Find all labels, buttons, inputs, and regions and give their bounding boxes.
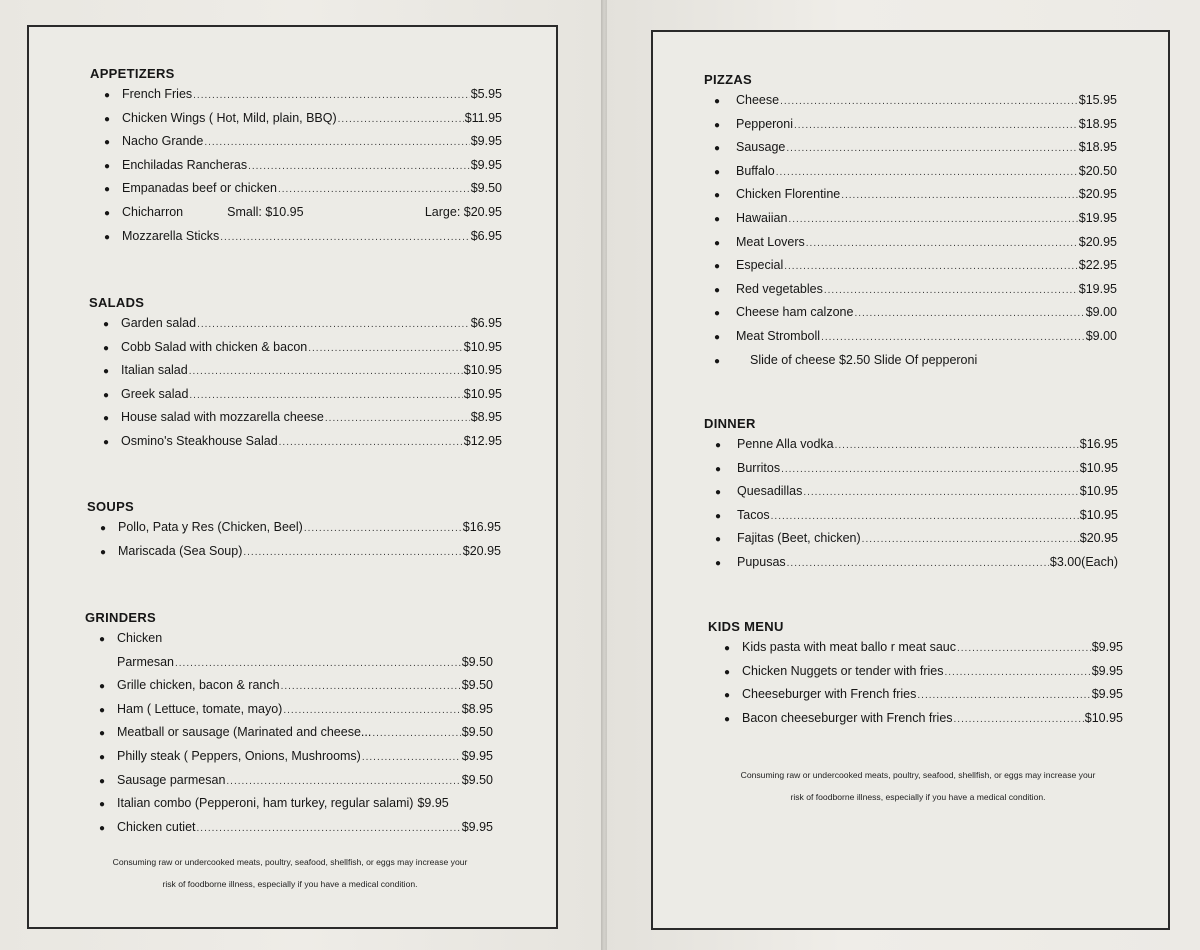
item-name: Tacos bbox=[737, 507, 770, 522]
bullet-icon: ● bbox=[104, 207, 111, 219]
menu-item bbox=[104, 87, 502, 111]
bullet-icon: ● bbox=[715, 487, 722, 499]
bullet-icon: ● bbox=[99, 799, 106, 811]
item-name: Fajitas (Beet, chicken) bbox=[737, 531, 861, 546]
bullet-icon: ● bbox=[104, 137, 111, 149]
menu-item bbox=[714, 117, 1117, 141]
bullet-icon: ● bbox=[99, 704, 106, 716]
item-price: $9.95 bbox=[470, 134, 502, 149]
menu-item bbox=[715, 437, 1118, 461]
menu-item-continued bbox=[99, 655, 493, 679]
bullet-icon: ● bbox=[99, 634, 106, 645]
notice-line-1: Consuming raw or undercooked meats, poultry, seafood, shellfish, or eggs may increase your bbox=[112, 857, 468, 867]
bullet-icon: ● bbox=[99, 822, 106, 834]
item-name: Pepperoni bbox=[736, 116, 793, 131]
bullet-icon: ● bbox=[714, 96, 721, 107]
dinner-section bbox=[704, 416, 1118, 579]
item-name: Sausage parmesan bbox=[117, 772, 226, 787]
menu-item bbox=[99, 725, 493, 749]
item-name: Red vegetables bbox=[736, 281, 823, 296]
item-price: $12.95 bbox=[463, 433, 502, 448]
item-price: $9.00 bbox=[1085, 328, 1117, 343]
menu-item bbox=[715, 531, 1118, 555]
bullet-icon: ● bbox=[715, 557, 722, 569]
section-title: APPETIZERS bbox=[90, 66, 175, 81]
bullet-icon: ● bbox=[714, 237, 721, 249]
bullet-icon: ● bbox=[103, 413, 110, 425]
item-price: $22.95 bbox=[1078, 258, 1117, 273]
bullet-icon: ● bbox=[724, 690, 731, 702]
menu-item bbox=[104, 205, 502, 229]
bullet-icon: ● bbox=[103, 342, 110, 354]
menu-item bbox=[104, 181, 502, 205]
bullet-icon: ● bbox=[724, 713, 731, 725]
menu-item bbox=[103, 316, 502, 340]
bullet-icon: ● bbox=[714, 213, 721, 225]
item-price: $9.50 bbox=[461, 772, 493, 787]
menu-item-slices bbox=[714, 353, 1117, 377]
bullet-icon: ● bbox=[714, 143, 721, 155]
menu-item bbox=[715, 461, 1118, 485]
section-title: KIDS MENU bbox=[708, 619, 784, 634]
bullet-icon: ● bbox=[724, 666, 731, 678]
menu-item bbox=[724, 687, 1123, 711]
menu-item bbox=[714, 235, 1117, 259]
item-name: Pupusas bbox=[737, 554, 786, 569]
bullet-icon: ● bbox=[715, 510, 722, 522]
item-price: $20.50 bbox=[1078, 163, 1117, 178]
item-price: $9.50 bbox=[461, 654, 493, 669]
bullet-icon: ● bbox=[724, 643, 731, 654]
item-name: Penne Alla vodka bbox=[737, 437, 834, 451]
section-title: SOUPS bbox=[87, 499, 135, 514]
item-name: Empanadas beef or chicken bbox=[122, 181, 277, 196]
section-title: SALADS bbox=[89, 295, 145, 310]
menu-item bbox=[104, 229, 502, 253]
item-price: $11.95 bbox=[464, 110, 502, 125]
item-name: Cheeseburger with French fries bbox=[742, 687, 917, 702]
bullet-icon: ● bbox=[100, 546, 107, 558]
menu-item bbox=[100, 544, 501, 568]
menu-item bbox=[99, 631, 493, 655]
item-price: $20.95 bbox=[1078, 187, 1117, 202]
item-price: $15.95 bbox=[1078, 93, 1117, 107]
item-name: Slide of cheese $2.50 Slide Of pepperoni bbox=[750, 352, 978, 367]
item-price: $16.95 bbox=[462, 520, 501, 534]
notice-line-1: Consuming raw or undercooked meats, poultry, seafood, shellfish, or eggs may increase your bbox=[740, 770, 1096, 780]
item-price: $9.50 bbox=[461, 678, 493, 693]
item-name: House salad with mozzarella cheese bbox=[121, 410, 324, 425]
item-name: Parmesan bbox=[117, 654, 174, 669]
menu-item bbox=[104, 158, 502, 182]
item-price: $10.95 bbox=[463, 339, 502, 354]
item-name: Enchiladas Rancheras bbox=[122, 157, 248, 172]
item-name: Buffalo bbox=[736, 163, 775, 178]
item-name: Nacho Grande bbox=[122, 134, 204, 149]
bullet-icon: ● bbox=[103, 366, 110, 378]
item-price: $9.95 bbox=[417, 796, 449, 811]
menu-item bbox=[103, 410, 502, 434]
bullet-icon: ● bbox=[714, 355, 721, 367]
menu-item bbox=[100, 520, 501, 544]
item-price: $18.95 bbox=[1078, 116, 1117, 131]
bullet-icon: ● bbox=[103, 389, 110, 401]
item-name: Greek salad bbox=[121, 386, 189, 401]
bullet-icon: ● bbox=[99, 751, 106, 763]
item-price-large: Large: $20.95 bbox=[424, 204, 502, 219]
item-price: $18.95 bbox=[1078, 140, 1117, 155]
grinders-section bbox=[85, 610, 493, 843]
item-price: $8.95 bbox=[470, 410, 502, 425]
bullet-icon: ● bbox=[714, 119, 721, 131]
item-price: $5.95 bbox=[470, 87, 502, 101]
item-name: Especial bbox=[736, 258, 784, 273]
food-safety-notice bbox=[70, 851, 510, 895]
menu-item bbox=[714, 305, 1117, 329]
item-name: Osmino's Steakhouse Salad bbox=[121, 433, 278, 448]
menu-item bbox=[99, 678, 493, 702]
item-price: $6.95 bbox=[470, 316, 502, 330]
item-price: $8.95 bbox=[461, 701, 493, 716]
bullet-icon: ● bbox=[714, 308, 721, 320]
bullet-icon: ● bbox=[104, 90, 111, 101]
item-name: Chicken bbox=[117, 631, 163, 645]
item-price: $10.95 bbox=[1079, 484, 1118, 499]
bullet-icon: ● bbox=[714, 284, 721, 296]
item-name: Chicken cutiet bbox=[117, 819, 196, 834]
section-title: PIZZAS bbox=[704, 72, 753, 87]
bullet-icon: ● bbox=[104, 231, 111, 243]
item-name: Cobb Salad with chicken & bacon bbox=[121, 339, 308, 354]
bullet-icon: ● bbox=[714, 261, 721, 273]
item-price: $9.95 bbox=[1091, 687, 1123, 702]
bullet-icon: ● bbox=[104, 113, 111, 125]
item-name: Burritos bbox=[737, 460, 781, 475]
menu-item bbox=[715, 555, 1118, 579]
item-price: $9.00 bbox=[1085, 305, 1117, 320]
item-price: $3.00(Each) bbox=[1049, 554, 1118, 569]
item-name: Chicken Nuggets or tender with fries bbox=[742, 663, 944, 678]
menu-item bbox=[99, 749, 493, 773]
bullet-icon: ● bbox=[714, 331, 721, 343]
item-name: Cheese ham calzone bbox=[736, 305, 854, 320]
item-name: Garden salad bbox=[121, 316, 197, 330]
item-price: $10.95 bbox=[1079, 507, 1118, 522]
appetizers-section bbox=[90, 66, 502, 252]
item-price: $10.95 bbox=[1079, 460, 1118, 475]
item-name: Bacon cheeseburger with French fries bbox=[742, 710, 953, 725]
item-price: $9.50 bbox=[461, 725, 493, 740]
item-name: Philly steak ( Peppers, Onions, Mushrooms) bbox=[117, 748, 361, 763]
kids-menu-section bbox=[708, 619, 1123, 734]
menu-item bbox=[724, 664, 1123, 688]
menu-item bbox=[714, 93, 1117, 117]
menu-item bbox=[724, 711, 1123, 735]
menu-item bbox=[104, 134, 502, 158]
item-name: Italian salad bbox=[121, 363, 188, 378]
item-name: Mozzarella Sticks bbox=[122, 228, 220, 243]
item-name: Chicken Wings ( Hot, Mild, plain, BBQ) bbox=[122, 110, 337, 125]
menu-item bbox=[714, 329, 1117, 353]
menu-item bbox=[99, 796, 493, 820]
item-price: $6.95 bbox=[470, 228, 502, 243]
page-fold bbox=[601, 0, 607, 950]
pizzas-section bbox=[704, 72, 1117, 376]
item-name: Cheese bbox=[736, 93, 780, 107]
menu-item bbox=[715, 484, 1118, 508]
bullet-icon: ● bbox=[715, 440, 722, 451]
item-name: French Fries bbox=[122, 87, 193, 101]
menu-item bbox=[714, 282, 1117, 306]
bullet-icon: ● bbox=[103, 319, 110, 330]
menu-item bbox=[724, 640, 1123, 664]
menu-item bbox=[714, 164, 1117, 188]
bullet-icon: ● bbox=[715, 534, 722, 546]
food-safety-notice bbox=[698, 764, 1138, 808]
menu-item bbox=[104, 111, 502, 135]
notice-line-2: risk of foodborne illness, especially if you have a medical condition. bbox=[162, 879, 418, 889]
item-price: $9.95 bbox=[470, 157, 502, 172]
menu-item bbox=[714, 140, 1117, 164]
item-name: Mariscada (Sea Soup) bbox=[118, 543, 243, 558]
item-price: $9.95 bbox=[1091, 663, 1123, 678]
item-name: Meat Lovers bbox=[736, 234, 805, 249]
bullet-icon: ● bbox=[715, 463, 722, 475]
soups-section bbox=[87, 499, 501, 567]
item-name: Chicharron bbox=[122, 204, 184, 219]
menu-item bbox=[99, 773, 493, 797]
bullet-icon: ● bbox=[103, 436, 110, 448]
section-title: DINNER bbox=[704, 416, 756, 431]
bullet-icon: ● bbox=[714, 190, 721, 202]
bullet-icon: ● bbox=[714, 166, 721, 178]
item-price: $10.95 bbox=[463, 363, 502, 378]
item-price: $9.95 bbox=[461, 748, 493, 763]
item-price: $20.95 bbox=[1078, 234, 1117, 249]
item-price: $20.95 bbox=[462, 543, 501, 558]
menu-item bbox=[714, 211, 1117, 235]
item-price: $9.95 bbox=[1091, 640, 1123, 654]
bullet-icon: ● bbox=[99, 728, 106, 740]
item-name: Quesadillas bbox=[737, 484, 803, 499]
bullet-icon: ● bbox=[104, 184, 111, 196]
menu-item bbox=[715, 508, 1118, 532]
item-name: Meatball or sausage (Marinated and cheese... bbox=[117, 725, 372, 740]
notice-line-2: risk of foodborne illness, especially if you have a medical condition. bbox=[790, 792, 1046, 802]
item-name: Chicken Florentine bbox=[736, 187, 841, 202]
bullet-icon: ● bbox=[104, 160, 111, 172]
item-price: $9.95 bbox=[461, 819, 493, 834]
item-name: Italian combo (Pepperoni, ham turkey, regular salami) bbox=[117, 796, 414, 811]
menu-item bbox=[99, 702, 493, 726]
salads-section bbox=[89, 295, 502, 458]
item-name: Grille chicken, bacon & ranch bbox=[117, 678, 280, 693]
item-name: Hawaiian bbox=[736, 210, 788, 225]
item-name: Meat Stromboll bbox=[736, 328, 821, 343]
item-price: $10.95 bbox=[1084, 710, 1123, 725]
menu-item bbox=[103, 387, 502, 411]
item-name: Sausage bbox=[736, 140, 786, 155]
item-price: $20.95 bbox=[1079, 531, 1118, 546]
menu-item bbox=[714, 187, 1117, 211]
item-price: $16.95 bbox=[1079, 437, 1118, 451]
item-price-small: Small: $10.95 bbox=[227, 204, 304, 219]
menu-item bbox=[103, 434, 502, 458]
section-title: GRINDERS bbox=[85, 610, 157, 625]
menu-item bbox=[714, 258, 1117, 282]
bullet-icon: ● bbox=[99, 775, 106, 787]
menu-item bbox=[99, 820, 493, 844]
menu-item bbox=[103, 363, 502, 387]
item-name: Pollo, Pata y Res (Chicken, Beel) bbox=[118, 520, 303, 534]
item-name: Ham ( Lettuce, tomate, mayo) bbox=[117, 701, 283, 716]
item-name: Kids pasta with meat ballo r meat sauc bbox=[742, 640, 956, 654]
bullet-icon: ● bbox=[100, 523, 107, 534]
menu-item bbox=[103, 340, 502, 364]
bullet-icon: ● bbox=[99, 681, 106, 693]
item-price: $19.95 bbox=[1078, 281, 1117, 296]
item-price: $19.95 bbox=[1078, 210, 1117, 225]
item-price: $10.95 bbox=[463, 386, 502, 401]
item-price: $9.50 bbox=[470, 181, 502, 196]
